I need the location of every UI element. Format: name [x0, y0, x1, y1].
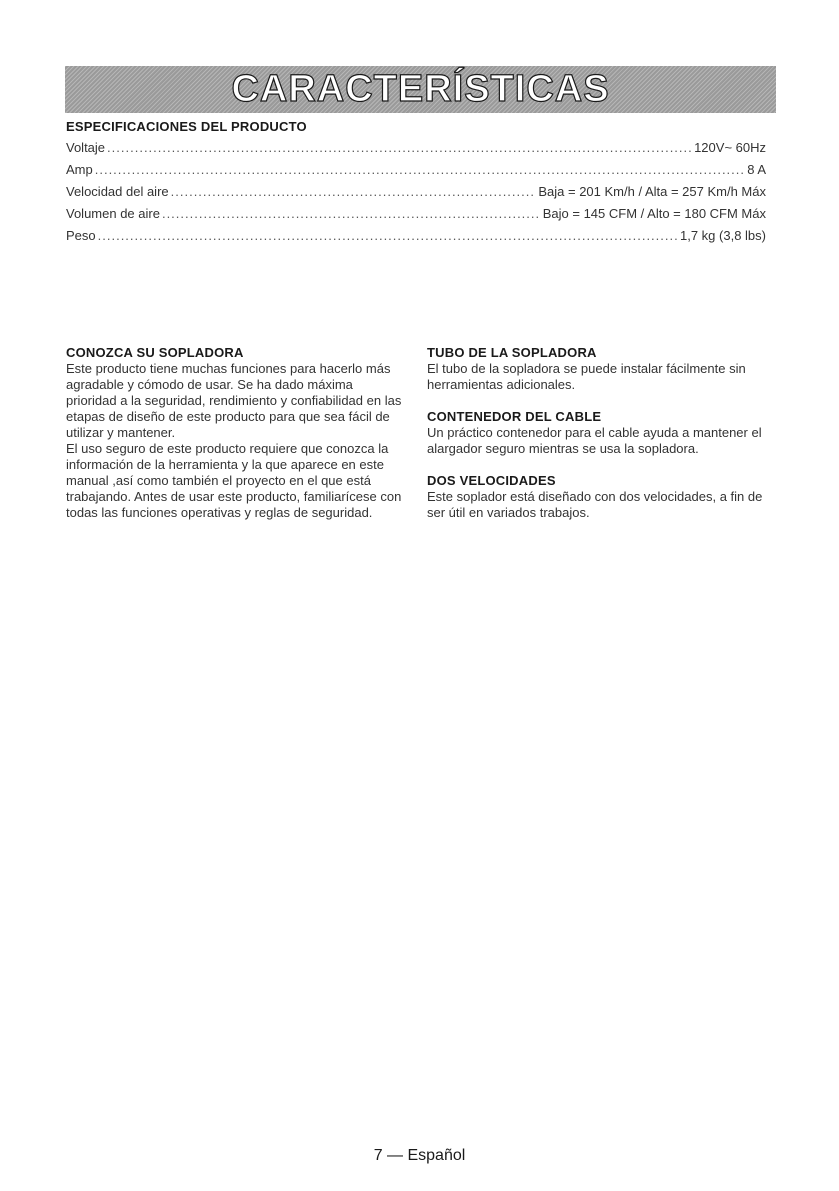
- page-title: CARACTERÍSTICAS: [231, 68, 610, 110]
- specs-heading: ESPECIFICACIONES DEL PRODUCTO: [66, 119, 307, 134]
- section-paragraph: Este soplador está diseñado con dos velocidades, a fin de ser útil en variados trabajos.: [427, 489, 763, 520]
- spec-row-amp: [66, 162, 766, 184]
- spec-value: Baja = 201 Km/h / Alta = 257 Km/h Máx: [538, 184, 766, 199]
- spec-label: Volumen de aire: [66, 206, 160, 221]
- leader-dots: [171, 184, 537, 199]
- section-paragraph: Un práctico contenedor para el cable ayuda a mantener el alargador seguro mientras se usa la sopladora.: [427, 425, 762, 456]
- spec-label: Voltaje: [66, 140, 106, 155]
- spec-value: Bajo = 145 CFM / Alto = 180 CFM Máx: [542, 206, 766, 221]
- spec-value: 8 A: [747, 162, 766, 177]
- right-column: [427, 345, 779, 521]
- spec-row-air-volume: [66, 206, 766, 228]
- spec-label: Amp: [66, 162, 93, 177]
- leader-dots: [95, 162, 745, 177]
- left-column: [66, 345, 406, 521]
- section-know-your-blower: [66, 345, 406, 521]
- section-blower-tube: [427, 345, 779, 393]
- section-heading: DOS VELOCIDADES: [427, 473, 556, 488]
- section-heading: TUBO DE LA SOPLADORA: [427, 345, 597, 360]
- title-banner: [65, 66, 776, 113]
- spec-row-air-speed: [66, 184, 766, 206]
- section-cord-retainer: [427, 409, 779, 457]
- spec-row-weight: [66, 228, 766, 250]
- leader-dots: [107, 140, 692, 155]
- leader-dots: [98, 228, 678, 243]
- leader-dots: [162, 206, 541, 221]
- specs-list: [66, 140, 766, 250]
- spec-value: 1,7 kg (3,8 lbs): [680, 228, 766, 243]
- page-footer: 7 — Español: [373, 1147, 466, 1164]
- section-paragraph: El tubo de la sopladora se puede instalar fácilmente sin herramientas adicionales.: [427, 361, 746, 392]
- section-paragraph: El uso seguro de este producto requiere que conozca la información de la herramienta y la que aparece en este manual ,así como también el proyecto en el que está trabajando. Antes de usar este producto, familiarícese con todas las funciones operativas y reglas de seguridad.: [66, 441, 402, 520]
- section-heading: CONOZCA SU SOPLADORA: [66, 345, 244, 360]
- section-two-speeds: [427, 473, 779, 521]
- spec-label: Velocidad del aire: [66, 184, 169, 199]
- section-paragraph: Este producto tiene muchas funciones para hacerlo más agradable y cómodo de usar. Se ha dado máxima prioridad a la seguridad, rendimiento y confiabilidad en las etapas de diseño de este producto para que sea fácil de utilizar y mantener.: [66, 361, 402, 440]
- spec-value: 120V~ 60Hz: [694, 140, 766, 155]
- section-heading: CONTENEDOR DEL CABLE: [427, 409, 602, 424]
- spec-row-voltage: [66, 140, 766, 162]
- spec-label: Peso: [66, 228, 96, 243]
